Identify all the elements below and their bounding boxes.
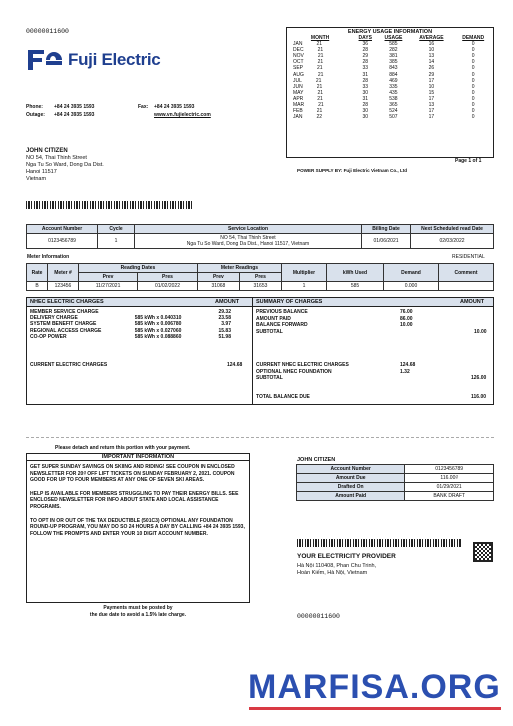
- usage-cell: 884: [389, 71, 398, 78]
- remit-value: BANK DRAFT: [405, 492, 494, 501]
- total-due: 116.00: [471, 394, 487, 400]
- late-note-line: the due date to avoid a 1.5% late charge.: [89, 612, 187, 618]
- qr-code-icon: [473, 542, 493, 562]
- usage-month: JAN: [293, 41, 303, 48]
- meter-header: Rate: [27, 264, 48, 282]
- energy-usage-panel: [286, 27, 494, 158]
- usage-cell: 13: [428, 102, 435, 109]
- meter-header: kWh Used: [327, 264, 384, 282]
- usage-year: 21: [315, 77, 322, 84]
- address-line: Hanoi 11517: [26, 169, 57, 175]
- cycle: 1: [98, 234, 135, 249]
- service-location-line: NO 54, Thai Thinh Street: [220, 235, 276, 241]
- meter-subheader: Pres: [138, 273, 198, 282]
- usage-cell: 0: [471, 108, 475, 115]
- usage-title: ENERGY USAGE INFORMATION: [347, 29, 433, 35]
- usage-cell: 335: [389, 83, 398, 90]
- charges-table: [27, 309, 251, 340]
- tear-line: [26, 437, 494, 438]
- usage-month-cell: [287, 114, 353, 120]
- charge-amount: 3.97: [221, 321, 231, 328]
- usage-cell: 13: [428, 53, 435, 60]
- acct-header: Next Scheduled read Date: [411, 225, 494, 234]
- meter-info-title: Meter Information: [27, 254, 70, 260]
- usage-cell: 524: [389, 108, 398, 115]
- multiplier: 1: [282, 282, 327, 291]
- acct-header: Cycle: [98, 225, 135, 234]
- charge-name: REGIONAL ACCESS CHARGE: [30, 327, 102, 334]
- pres-read-date: 01/02/2022: [138, 282, 198, 291]
- kwh-used: 585: [327, 282, 384, 291]
- usage-year: 21: [318, 102, 324, 109]
- summary-amount-label: AMOUNT: [460, 299, 485, 305]
- usage-cell: 36: [362, 41, 369, 48]
- meter-number: 123456: [48, 282, 79, 291]
- remit-row: [297, 483, 494, 492]
- current-nhec-label: CURRENT NHEC ELECTRIC CHARGES: [256, 362, 349, 368]
- usage-cell: 33: [362, 65, 369, 72]
- usage-cell: 31: [362, 95, 369, 102]
- usage-month: DEC: [293, 47, 304, 54]
- charge-name: CO-OP POWER: [30, 333, 67, 340]
- usage-cell: 26: [428, 65, 435, 72]
- usage-month: JAN: [293, 114, 303, 121]
- summary-values: [400, 309, 413, 329]
- usage-cell: 0: [471, 47, 475, 54]
- usage-cell: 30: [362, 114, 369, 121]
- watermark-underline: [249, 707, 501, 710]
- remit-barcode: [297, 539, 462, 547]
- remittance-table: [296, 464, 494, 501]
- subtotal-label: SUBTOTAL: [256, 375, 283, 381]
- provider-address-line: Hoàn Kiếm, Hà Nội, Vietnam: [297, 570, 368, 576]
- usage-year: 21: [316, 83, 323, 90]
- remit-value: 01/29/2021: [405, 483, 494, 492]
- usage-year: 21: [317, 47, 324, 54]
- address-line: Nga Tu So Ward, Dong Da Dist.: [26, 162, 104, 168]
- document-code: 00000011600: [26, 28, 69, 35]
- usage-cell: 538: [389, 95, 398, 102]
- important-info-box: [26, 453, 250, 603]
- usage-year: 21: [317, 59, 324, 66]
- charge-name: SYSTEM BENEFIT CHARGE: [30, 321, 97, 328]
- info-paragraph: GET SUPER SUNDAY SAVINGS ON SKIING AND RIDING! SEE COUPON IN ENCLOSED NEWSLETTER FOR 20₫ OFF LIFT TICKETS ON SUNDAY FEBRUARY 2, 2021. COUPON GOOD FOR UP TO FOUR MEMBERS AT ANY ONE OF SEVEN SKI AREAS.: [30, 464, 235, 484]
- summary-current-values: [400, 362, 415, 375]
- remit-value: 116.00₫: [405, 474, 494, 483]
- subtotal-1: 10.00: [474, 328, 487, 335]
- next-read-date: 02/03/2022: [411, 234, 494, 249]
- usage-cell: 29: [362, 53, 369, 60]
- usage-year: 21: [317, 89, 324, 96]
- charge-calc: 585 kWh x 0.040310: [134, 315, 182, 322]
- usage-cell: 0: [471, 65, 475, 72]
- detach-instructions: Please detach and return this portion with your payment.: [55, 445, 191, 451]
- usage-year: 21: [316, 41, 323, 48]
- customer-address: [26, 148, 104, 183]
- usage-cell: 17: [428, 95, 435, 102]
- charge-amount: 51.98: [218, 333, 231, 340]
- meter-header: Demand: [384, 264, 439, 282]
- usage-month: FEB: [293, 108, 303, 115]
- usage-col-demand: DEMAND: [462, 35, 485, 41]
- usage-cell: 365: [389, 102, 398, 109]
- usage-year: 21: [317, 95, 323, 102]
- foundation: 1.32: [400, 368, 410, 375]
- usage-cell: 16: [428, 41, 435, 48]
- info-paragraph: TO OPT IN OR OUT OF THE TAX DEDUCTIBLE (501C3) OPTIONAL ANY FOUNDATION ROUND-UP PROGRAM, YOU MAY DO SO 24 HOURS A DAY BY CALLING +84 24 3935 1593, FOLLOW THE PROMPTS AND ENTER YOUR 10 DIGIT ACCOUNT NUMBER.: [30, 517, 245, 537]
- meter-header: Meter Readings: [197, 264, 281, 273]
- bottom-code: 00000011600: [297, 613, 340, 620]
- outage-value: +84 24 3935 1593: [54, 112, 95, 118]
- usage-cell: 15: [428, 89, 435, 96]
- brand-name: Fuji Electric: [68, 50, 161, 69]
- usage-month: MAR: [293, 102, 305, 109]
- charges-panel: [26, 297, 494, 405]
- usage-cell: 0: [471, 95, 475, 102]
- charge-amount: 15.83: [218, 327, 231, 334]
- charges-amount-label: AMOUNT: [215, 299, 240, 305]
- balance-forward-label: BALANCE FORWARD: [256, 322, 308, 328]
- remit-name: JOHN CITIZEN: [297, 457, 336, 463]
- usage-cell: 17: [428, 108, 435, 115]
- late-charge-note: [26, 605, 250, 619]
- fuji-logo: [26, 48, 66, 74]
- watermark-text: MARFISA.ORG: [248, 668, 501, 706]
- contact-block: [26, 103, 211, 119]
- usage-cell: 0: [471, 41, 475, 48]
- service-location-line: Nga Tu So Ward, Dong Da Dist., Hanoi 11517, Vietnam: [186, 241, 310, 247]
- usage-cell: 435: [389, 89, 398, 96]
- summary-title: SUMMARY OF CHARGES: [256, 299, 323, 305]
- mail-barcode: [26, 201, 194, 209]
- usage-col-average: AVERAGE: [419, 35, 444, 41]
- usage-cell: 843: [389, 65, 398, 72]
- page-number: Page 1 of 1: [455, 158, 482, 164]
- usage-cell: 14: [428, 59, 435, 66]
- remit-key: Account Number: [297, 465, 405, 474]
- charges-title: NHEC ELECTRIC CHARGES: [30, 299, 104, 305]
- subtotal-label: SUBTOTAL: [256, 328, 283, 335]
- charge-row: [27, 334, 251, 340]
- meter-rate: B: [27, 282, 48, 291]
- amount-paid: 86.00: [400, 315, 413, 322]
- billing-date: 01/06/2021: [362, 234, 411, 249]
- usage-year: 21: [317, 71, 324, 78]
- usage-cell: 585: [389, 41, 398, 48]
- usage-cell: 30: [362, 89, 369, 96]
- remit-value: 0123456789: [405, 465, 494, 474]
- remit-row: [297, 492, 494, 501]
- usage-month: APR: [293, 95, 304, 102]
- comment: [439, 282, 494, 291]
- current-nhec: 124.68: [400, 362, 416, 368]
- usage-cell: 385: [389, 59, 398, 66]
- remit-key: Amount Paid: [297, 492, 405, 501]
- usage-cell: 28: [362, 102, 369, 109]
- acct-header: Service Location: [135, 225, 362, 234]
- meter-subheader: Prev: [79, 273, 138, 282]
- usage-table: [287, 35, 493, 120]
- account-number: 0123456789: [27, 234, 98, 249]
- usage-month: OCT: [293, 59, 304, 66]
- remit-key: Drafted On: [297, 483, 405, 492]
- website-link[interactable]: www.vn.fujielectric.com: [154, 112, 211, 118]
- usage-cell: 0: [471, 89, 475, 96]
- usage-cell: 17: [428, 77, 435, 84]
- current-charges-value: 124.68: [227, 362, 243, 368]
- usage-col-days: DAYS: [358, 35, 372, 41]
- fax-label: Fax:: [138, 104, 149, 110]
- usage-year: 21: [316, 108, 323, 115]
- usage-month: NOV: [293, 53, 304, 60]
- balance-forward: 10.00: [400, 322, 413, 328]
- usage-col-month: MONTH: [310, 35, 330, 41]
- meter-table: [26, 263, 494, 291]
- fax-value: +84 24 3935 1593: [154, 104, 195, 110]
- phone-value: +84 24 3935 1593: [54, 104, 95, 110]
- usage-cell: 33: [362, 83, 369, 90]
- charge-calc: 585 kWh x 0.027060: [134, 327, 182, 334]
- usage-cell: 0: [471, 53, 475, 60]
- usage-cell: 0: [471, 71, 475, 78]
- usage-cell: 0: [471, 83, 475, 90]
- subtotal-2: 126.00: [471, 375, 487, 381]
- usage-year: 21: [317, 53, 324, 60]
- usage-cell: 28: [362, 59, 369, 66]
- usage-cell: 469: [389, 77, 398, 84]
- summary-labels: [256, 309, 308, 335]
- prev-reading: 31068: [197, 282, 239, 291]
- summary-current: [256, 362, 349, 382]
- usage-month: MAY: [293, 89, 304, 96]
- usage-cell: 17: [428, 114, 435, 121]
- usage-cell: 10: [428, 47, 435, 54]
- meter-subheader: Prev: [197, 273, 239, 282]
- address-line: Vietnam: [26, 176, 47, 182]
- foundation-label: OPTIONAL NHEC FOUNDATION: [256, 368, 332, 375]
- address-line: NO 54, Thai Thinh Street: [26, 155, 87, 161]
- important-info-title: IMPORTANT INFORMATION: [27, 454, 249, 461]
- usage-cell: 30: [362, 108, 369, 115]
- service-location: [135, 234, 362, 249]
- provider-address-line: Hà Nội 110408, Phan Chu Trinh,: [297, 563, 377, 569]
- acct-header: Account Number: [27, 225, 98, 234]
- total-due-label: TOTAL BALANCE DUE: [256, 394, 310, 400]
- account-table: [26, 224, 494, 249]
- usage-cell: 0: [471, 102, 475, 109]
- acct-header: Billing Date: [362, 225, 411, 234]
- charge-name: DELIVERY CHARGE: [30, 315, 78, 322]
- charge-name: MEMBER SERVICE CHARGE: [30, 309, 99, 315]
- meter-subheader: Pres: [239, 273, 281, 282]
- usage-month: SEP: [293, 65, 304, 72]
- meter-type: RESIDENTIAL: [452, 254, 485, 260]
- pres-reading: 31653: [239, 282, 281, 291]
- usage-cell: 507: [389, 114, 398, 121]
- charge-amount: 29.32: [218, 309, 231, 315]
- usage-cell: 10: [428, 83, 435, 90]
- fuji-logo-mark-icon: [26, 48, 66, 72]
- charge-amount: 23.58: [218, 315, 231, 322]
- provider-name: YOUR ELECTRICITY PROVIDER: [297, 553, 396, 560]
- provider-address: [297, 563, 376, 577]
- usage-month: JUN: [293, 83, 303, 90]
- usage-cell: 28: [362, 77, 369, 84]
- current-charges-label: CURRENT ELECTRIC CHARGES: [30, 362, 108, 368]
- usage-cell: 28: [362, 47, 369, 54]
- usage-month: AUG: [293, 71, 304, 78]
- usage-year: 21: [317, 65, 323, 72]
- usage-cell: 282: [389, 47, 398, 54]
- remit-row: [297, 474, 494, 483]
- meter-header: Multiplier: [282, 264, 327, 282]
- previous-balance: 76.00: [400, 309, 413, 315]
- usage-col-usage: USAGE: [384, 35, 403, 41]
- meter-header: Comment: [439, 264, 494, 282]
- charge-calc: 585 kWh x 0.088860: [134, 333, 182, 340]
- usage-cell: 0: [471, 114, 475, 121]
- demand: 0.000: [384, 282, 439, 291]
- amount-paid-label: AMOUNT PAID: [256, 315, 291, 322]
- usage-cell: 0: [471, 77, 475, 84]
- usage-month: JUL: [293, 77, 302, 84]
- usage-year: 22: [316, 114, 323, 121]
- important-info-body: [27, 461, 249, 540]
- usage-row: [287, 114, 493, 120]
- previous-balance-label: PREVIOUS BALANCE: [256, 309, 308, 315]
- late-note-line: Payments must be posted by: [103, 605, 173, 611]
- customer-name: JOHN CITIZEN: [26, 148, 68, 154]
- meter-header: Meter #: [48, 264, 79, 282]
- phone-label: Phone:: [26, 104, 43, 110]
- info-paragraph: HELP IS AVAILABLE FOR MEMBERS STRUGGLING TO PAY THEIR ENERGY BILLS. SEE ENCLOSED NEWSLETTER FOR INFO ABOUT STATE AND LOCAL ASSISTANCE PROGRAMS.: [30, 490, 239, 510]
- usage-cell: 0: [471, 59, 475, 66]
- outage-label: Outage:: [26, 112, 45, 118]
- remit-row: [297, 465, 494, 474]
- meter-header: Reading Dates: [79, 264, 198, 273]
- charge-calc: 585 kWh x 0.006780: [134, 321, 182, 328]
- power-supply-note: POWER SUPPLY BY: Fuji Electric Vietnam Co., Ltd: [297, 168, 408, 173]
- prev-read-date: 11/27/2021: [79, 282, 138, 291]
- usage-cell: 381: [389, 53, 398, 60]
- usage-cell: 31: [362, 71, 369, 78]
- usage-cell: 29: [428, 71, 435, 78]
- remit-key: Amount Due: [297, 474, 405, 483]
